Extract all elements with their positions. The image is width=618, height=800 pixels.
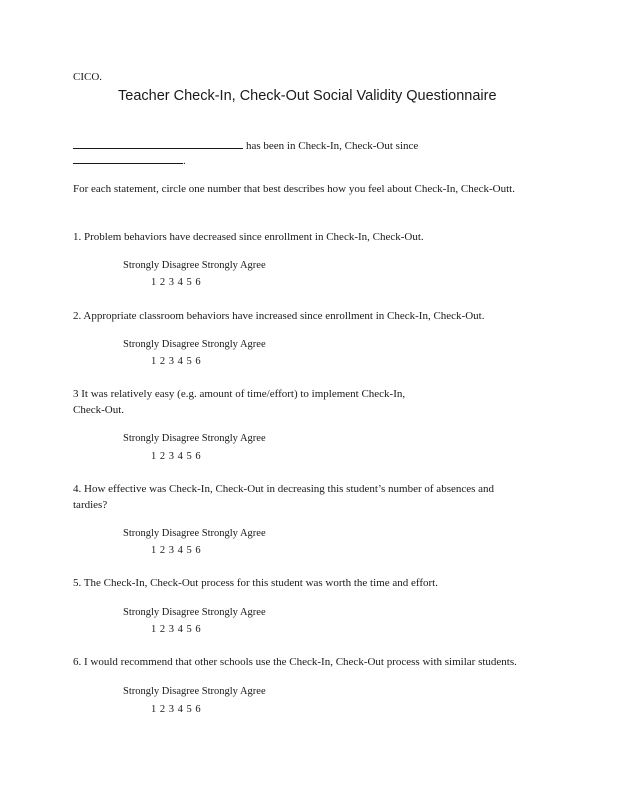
instructions: For each statement, circle one number that best describes how you feel about Check-In, Check-Outt. [73,183,515,195]
enrollment-date-period: . [183,155,186,167]
question-2: 2. Appropriate classroom behaviors have increased since enrollment in Check-In, Check-Out. [73,310,485,322]
scale-numbers[interactable]: 1 2 3 4 5 6 [151,624,202,635]
question-6: 6. I would recommend that other schools use the Check-In, Check-Out process with similar students. [73,656,517,668]
scale-numbers[interactable]: 1 2 3 4 5 6 [151,277,202,288]
scale-numbers[interactable]: 1 2 3 4 5 6 [151,545,202,556]
scale-numbers[interactable]: 1 2 3 4 5 6 [151,451,202,462]
scale-labels: Strongly Disagree Strongly Agree [123,607,266,618]
question-4-line-2: tardies? [73,499,108,511]
student-name-blank[interactable] [73,138,243,149]
question-3-line-1: 3 It was relatively easy (e.g. amount of time/effort) to implement Check-In, [73,388,406,400]
enrollment-text: has been in Check-In, Check-Out since [246,140,419,152]
header-label: CICO. [73,71,103,83]
enrollment-date-line [73,153,186,167]
scale-labels: Strongly Disagree Strongly Agree [123,528,266,539]
question-3 [73,386,533,418]
scale-labels: Strongly Disagree Strongly Agree [123,686,266,697]
scale-labels: Strongly Disagree Strongly Agree [123,433,266,444]
enrollment-date-blank[interactable] [73,153,183,164]
question-5: 5. The Check-In, Check-Out process for this student was worth the time and effort. [73,577,438,589]
student-name-line [73,138,418,152]
scale-labels: Strongly Disagree Strongly Agree [123,339,266,350]
question-4-line-1: 4. How effective was Check-In, Check-Out in decreasing this student’s number of absences and [73,483,495,495]
question-3-line-2: Check-Out. [73,404,125,416]
question-4 [73,481,533,513]
page-title: Teacher Check-In, Check-Out Social Validity Questionnaire [118,88,497,104]
scale-numbers[interactable]: 1 2 3 4 5 6 [151,356,202,367]
question-1: 1. Problem behaviors have decreased since enrollment in Check-In, Check-Out. [73,231,424,243]
scale-labels: Strongly Disagree Strongly Agree [123,260,266,271]
scale-numbers[interactable]: 1 2 3 4 5 6 [151,704,202,715]
